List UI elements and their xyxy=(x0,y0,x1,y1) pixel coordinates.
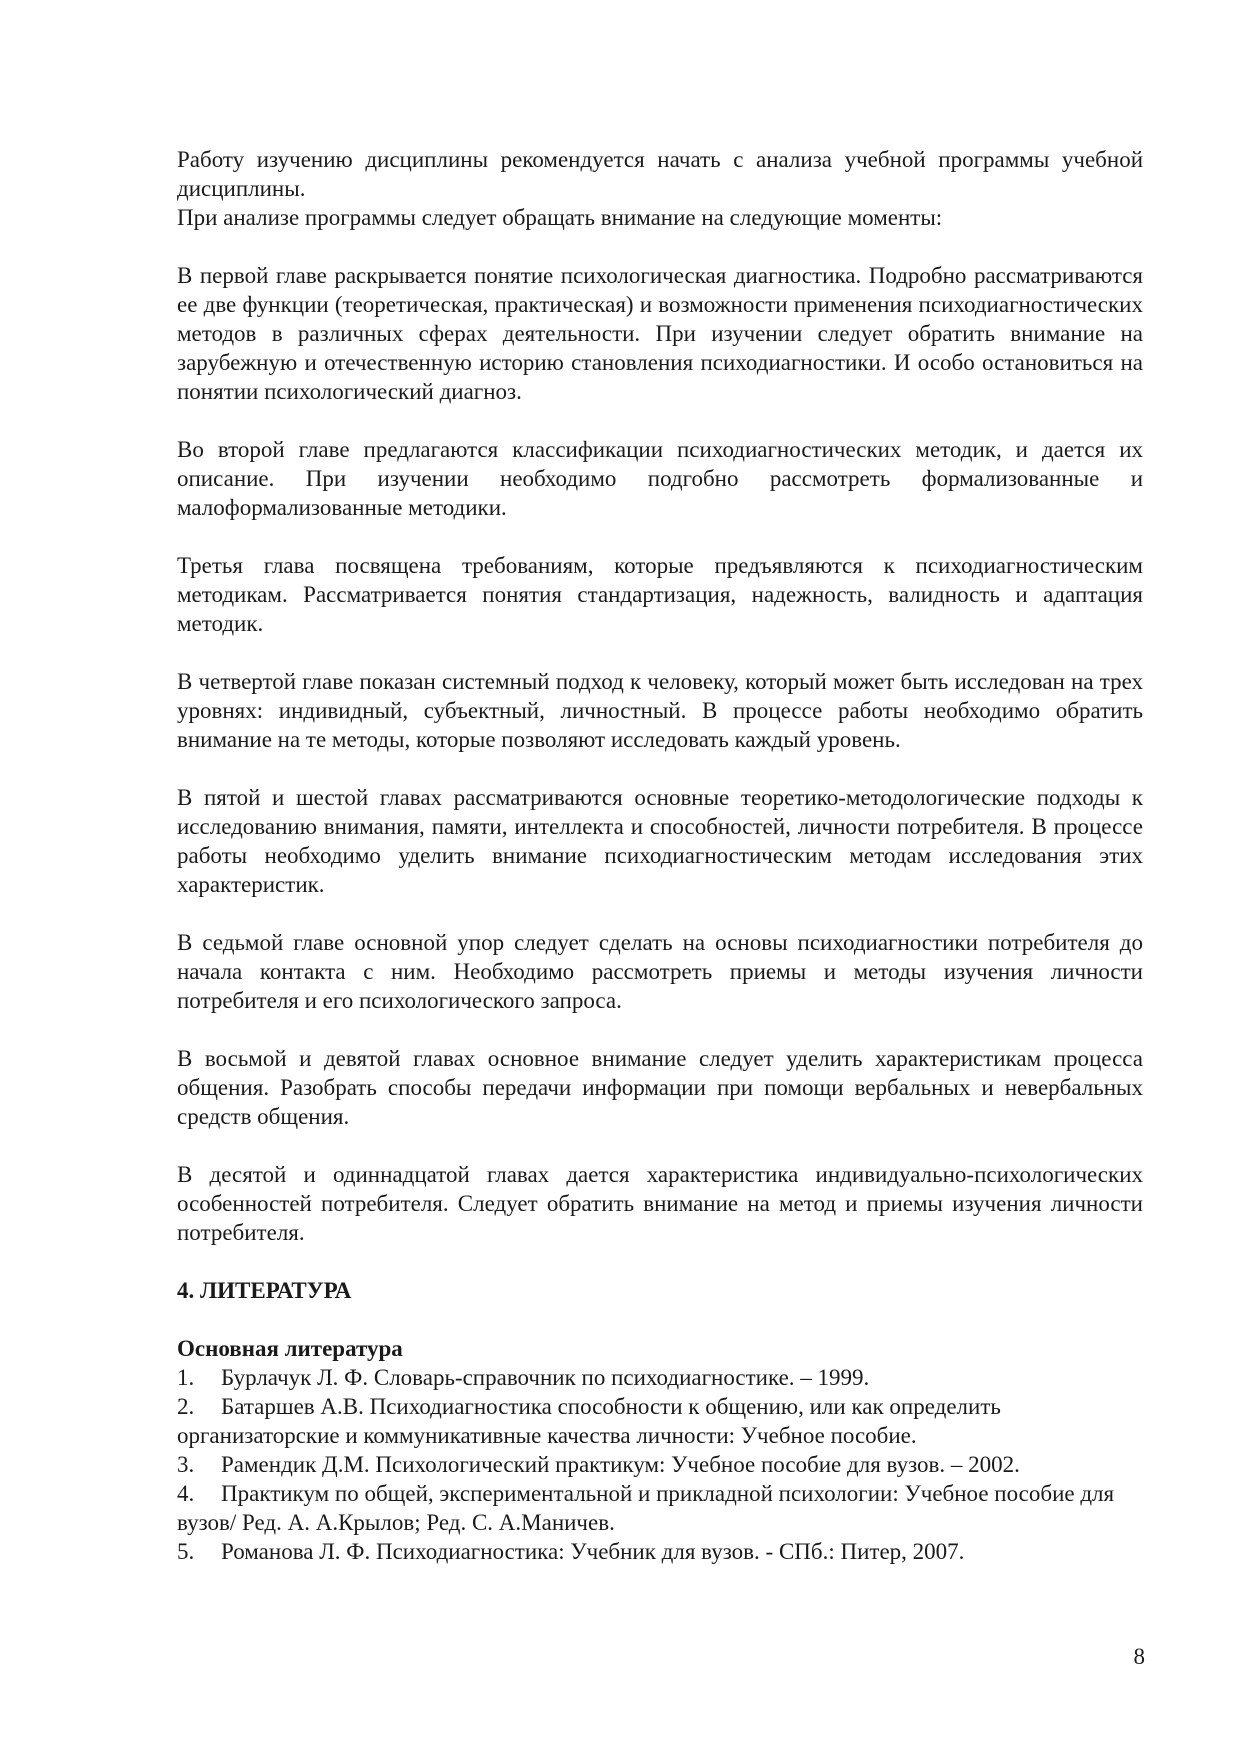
chapter-3-paragraph: Третья глава посвящена требованиям, которые предъявляются к психодиагностическим методикам. Рассматривается понятия стандартизация, надежность, валидность и адаптация методик. xyxy=(177,553,1143,636)
literature-item-text: Рамендик Д.М. Психологический практикум: Учебное пособие для вузов. – 2002. xyxy=(221,1452,1020,1477)
page-number: 8 xyxy=(1133,1644,1145,1669)
literature-item-number: 5. xyxy=(177,1539,195,1564)
intro-paragraph-2: При анализе программы следует обращать внимание на следующие моменты: xyxy=(177,205,943,230)
literature-item xyxy=(177,1363,1143,1392)
literature-heading: 4. ЛИТЕРАТУРА xyxy=(177,1278,352,1303)
literature-list xyxy=(177,1363,1143,1566)
chapter-8-9-paragraph: В восьмой и девятой главах основное внимание следует уделить характеристикам процесса общения. Разобрать способы передачи информации при помощи вербальных и невербальных средств общения. xyxy=(177,1046,1143,1129)
intro-paragraph: Работу изучению дисциплины рекомендуется начать с анализа учебной программы учебной дисциплины. xyxy=(177,147,1143,201)
literature-item-text: Романова Л. Ф. Психодиагностика: Учебник для вузов. - СПб.: Питер, 2007. xyxy=(221,1539,965,1564)
chapter-7-paragraph: В седьмой главе основной упор следует сделать на основы психодиагностики потребителя до начала контакта с ним. Необходимо рассмотреть приемы и методы изучения личности потребителя и его психологического запроса. xyxy=(177,930,1143,1013)
literature-item-text: Батаршев А.В. Психодиагностика способности к общению, или как определить организаторские и коммуникативные качества личности: Учебное пособие. xyxy=(177,1394,1001,1448)
literature-item-number: 4. xyxy=(177,1481,195,1506)
literature-item-number: 2. xyxy=(177,1394,195,1419)
literature-item xyxy=(177,1537,1143,1566)
chapter-5-6-paragraph: В пятой и шестой главах рассматриваются основные теоретико-методологические подходы к исследованию внимания, памяти, интеллекта и способностей, личности потребителя. В процессе работы необходимо уделить внимание психодиагностическим методам исследования этих характеристик. xyxy=(177,785,1143,897)
literature-item-number: 1. xyxy=(177,1365,195,1390)
chapter-10-11-paragraph: В десятой и одиннадцатой главах дается характеристика индивидуально-психологических особенностей потребителя. Следует обратить внимание на метод и приемы изучения личности потребителя. xyxy=(177,1162,1143,1245)
main-literature-subheading: Основная литература xyxy=(177,1336,403,1361)
literature-item xyxy=(177,1479,1143,1537)
document-page xyxy=(177,145,1143,1566)
literature-item xyxy=(177,1450,1143,1479)
chapter-1-paragraph: В первой главе раскрывается понятие психологическая диагностика. Подробно рассматриваются ее две функции (теоретическая, практическая) и возможности применения психодиагностических методов в различных сферах деятельности. При изучении следует обратить внимание на зарубежную и отечественную историю становления психодиагностики. И особо остановиться на понятии психологический диагноз. xyxy=(177,263,1143,404)
literature-item-number: 3. xyxy=(177,1452,195,1477)
literature-item-text: Практикум по общей, экспериментальной и прикладной психологии: Учебное пособие для вузов/ Ред. А. А.Крылов; Ред. С. А.Маничев. xyxy=(177,1481,1115,1535)
literature-item xyxy=(177,1392,1143,1450)
chapter-4-paragraph: В четвертой главе показан системный подход к человеку, который может быть исследован на трех уровнях: индивидный, субъектный, личностный. В процессе работы необходимо обратить внимание на те методы, которые позволяют исследовать каждый уровень. xyxy=(177,669,1143,752)
chapter-2-paragraph: Во второй главе предлагаются классификации психодиагностических методик, и дается их описание. При изучении необходимо подгобно рассмотреть формализованные и малоформализованные методики. xyxy=(177,437,1143,520)
literature-item-text: Бурлачук Л. Ф. Словарь-справочник по психодиагностике. – 1999. xyxy=(221,1365,870,1390)
intro-block xyxy=(177,145,1143,232)
